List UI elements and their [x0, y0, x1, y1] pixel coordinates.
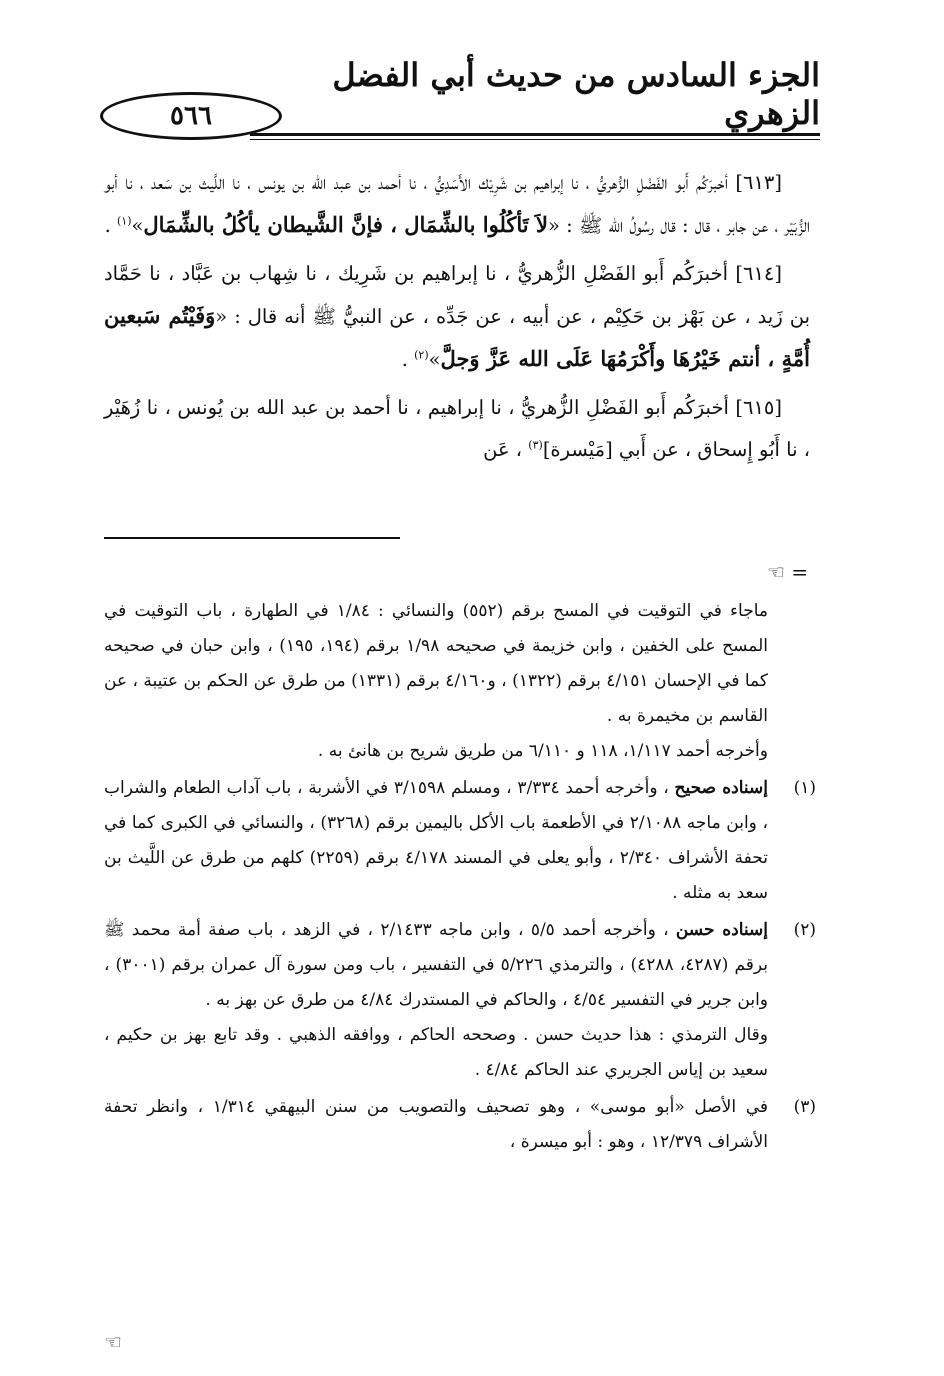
- footnote-line: وقال الترمذي : هذا حديث حسن . وصححه الحاكم ، ووافقه الذهبي . وقد تابع بهز بن حكيم ، سعيد بن إياس الجريري عند الحاكم ٤/٨٤ .: [104, 1025, 768, 1080]
- footnote-text: في الأصل «أبو موسى» ، وهو تصحيف والتصويب من سنن البيهقي ١/٣١٤ ، وانظر تحفة الأشراف ١٢/٣٧٩ ، وهو : أبو ميسرة ،: [104, 1097, 769, 1152]
- footnote-1: (١) إسناده صحيح ، وأخرجه أحمد ٣/٣٣٤ ، ومسلم ٣/١٥٩٨ في الأشربة ، باب آداب الطعام والشراب ، وابن ماجه ٢/١٠٨٨ في الأطعمة باب الأكل باليمين برقم (٣٢٦٨) ، والنسائي في الكبرى كما في تحفة الأشراف ٢/٣٤٠ ، وأبو يعلى في المسند ٤/١٧٨ برقم (٢٢٥٩) كلهم من طرق عن اللَّيث بن سعد به مثله .: [104, 771, 816, 911]
- continuation-marker: = ☜: [766, 560, 808, 584]
- main-text: [104, 162, 810, 477]
- footnote-line: وأخرجه أحمد ١/١١٧، ١١٨ و ٦/١١٠ من طريق شريح بن هانئ به .: [317, 741, 768, 761]
- hadith-613: [٦١٣] أخبرَكُم أَبو الفَضْلِ الزُّهريُّ ، نا إبراهيم بن شَرِيْك الأَسَدِيُّ ، نا أحمد بن عبد الله بن يونس ، نا اللَّيث بن سَعد ، نا أبو الزُّبَيْر ، عن جابر ، قال : قال رسُولُ الله ﷺ : «لاَ تَأكُلُوا بالشِّمَال ، فإنَّ الشَّيطان يأكُلُ بالشِّمَال»$^{(١)}$ .: [104, 171, 810, 237]
- footnote-separator: [104, 537, 400, 539]
- footnote-continuation: [104, 594, 816, 769]
- footnote-number: (٢): [793, 920, 816, 940]
- header-rule: [250, 133, 820, 136]
- hadith-615: [٦١٥] أخبرَكُم أَبو الفَضْلِ الزُّهريُّ ، نا إبراهيم ، نا أحمد بن عبد الله بن يُونس ، نا زُهَيْر ، نا أَبُو إِسحاق ، عن أَبي [مَيْسرة]$^{(٣)}$ ، عَن: [104, 396, 810, 461]
- footnotes: [104, 594, 816, 1162]
- hadith-text: وَفَيْتُم سَبعين أُمَّةٍ ، أنتم خَيْرُهَا وأَكْرَمُهَا عَلَى الله عَزَّ وَجلَّ: [104, 303, 810, 371]
- footnote-2: (٢) إسناده حسن ، وأخرجه أحمد ٥/٥ ، وابن ماجه ٢/١٤٣٣ ، في الزهد ، باب صفة أمة محمد ﷺ برقم (٤٢٨٧، ٤٢٨٨) ، والترمذي ٥/٢٢٦ في التفسير ، باب ومن سورة آل عمران برقم (٣٠٠١) ، وابن جرير في التفسير ٤/٥٤ ، والحاكم في المستدرك ٤/٨٤ من طرق عن بهز به . وقال الترمذي : هذا حديث حسن . وصححه الحاكم ، ووافقه الذهبي . وقد تابع بهز بن حكيم ، سعيد بن إياس الجريري عند الحاكم ٤/٨٤ .: [104, 913, 816, 1088]
- header-rule-thin: [250, 139, 820, 140]
- page-number: ٥٦٦: [100, 92, 282, 140]
- footnote-ref: (١): [116, 214, 132, 228]
- running-title: الجزء السادس من حديث أبي الفضل الزهري: [332, 56, 820, 132]
- footnote-3: [104, 1090, 816, 1160]
- footnote-ref: (٢): [414, 348, 429, 362]
- grading: إسناده حسن: [675, 920, 769, 940]
- hadith-614: [٦١٤] أخبرَكُم أَبو الفَضْلِ الزُّهريُّ ، نا إبراهيم بن شَرِيك ، نا شِهاب بن عَبَّاد ، نا حَمَّاد بن زَيد ، عن بَهْز بن حَكِيْم ، عن أبيه ، عن جَدِّه ، عن النبيُّ ﷺ أنه قال : «وَفَيْتُم سَبعين أُمَّةٍ ، أنتم خَيْرُهَا وأَكْرَمُهَا عَلَى الله عَزَّ وَجلَّ»$^{(٢)}$ .: [104, 262, 810, 371]
- footnote-number: (٣): [793, 1097, 816, 1117]
- page-header: [100, 56, 820, 150]
- footnote-line: ماجاء في التوقيت في المسح برقم (٥٥٢) والنسائي : ١/٨٤ في الطهارة ، باب التوقيت في المسح على الخفين ، وابن خزيمة في صحيحه ١/٩٨ برقم (١٩٤، ١٩٥) ، وابن حبان في صحيحه كما في الإحسان ٤/١٥١ برقم (١٣٢٢) ، و٤/١٦٠ برقم (١٣٣١) من طرق عن الحكم بن عتيبة ، عن القاسم بن مخيمرة به .: [104, 601, 769, 726]
- footnote-ref: (٣): [528, 438, 543, 452]
- page-end-marker: ☜: [104, 1330, 122, 1354]
- grading: إسناده صحيح: [674, 778, 768, 798]
- footnote-number: (١): [793, 778, 816, 798]
- hadith-text: لاَ تَأكُلُوا بالشِّمَال ، فإنَّ الشَّيطان يأكُلُ بالشِّمَال: [143, 212, 548, 237]
